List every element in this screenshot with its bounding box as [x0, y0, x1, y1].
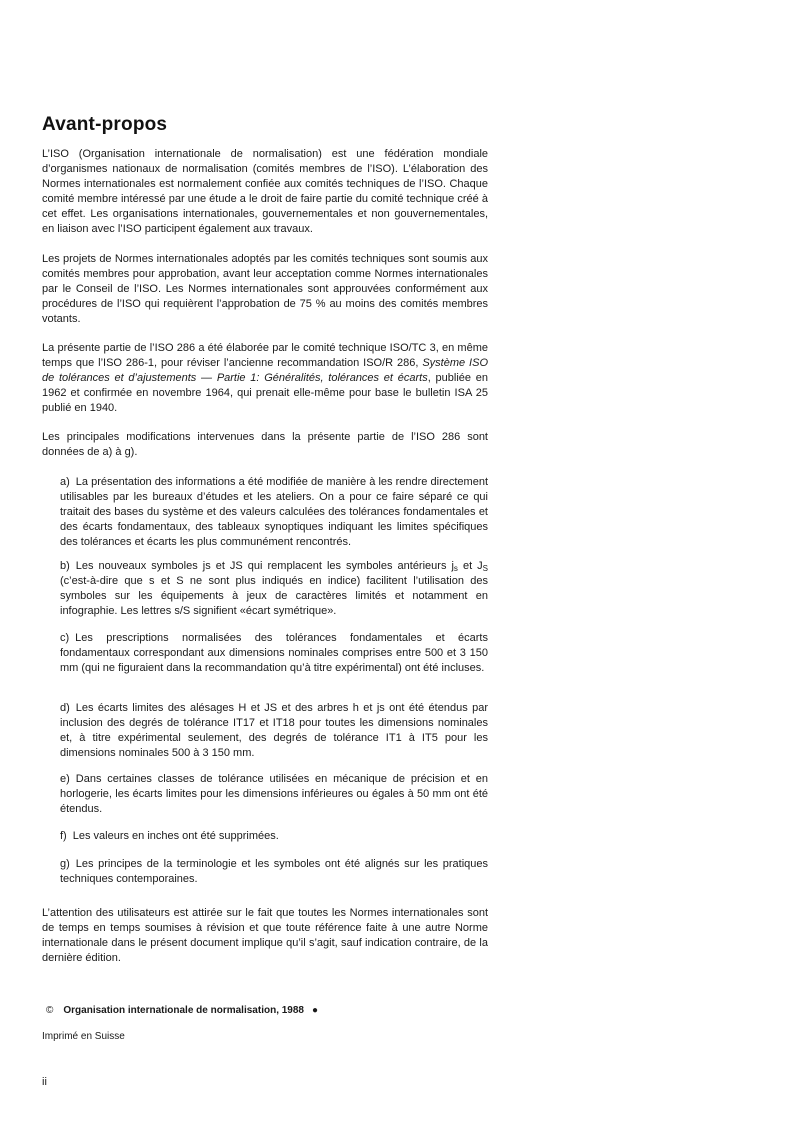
list-item-text: Dans certaines classes de tolérance utilisées en mécanique de précision et en horlogerie, les écarts limites pour les dimensions inférieures ou égales à 50 mm ont été étendus. [60, 773, 488, 816]
list-item-text: Les principes de la terminologie et les symboles ont été alignés sur les pratiques techniques contemporaines. [60, 858, 488, 886]
list-item-label: d) [60, 702, 70, 714]
paragraph-approval: Les projets de Normes internationales adoptés par les comités techniques sont soumis aux comités membres pour approbation, avant leur acceptation comme Normes internationales par le Conseil de l’ISO. Les Normes internationales sont approuvées conformément aux procédures de l’ISO qui requièrent l’approbation de 75 % au moins des comités membres votants. [42, 253, 488, 326]
copyright-line [46, 1005, 318, 1016]
list-item-c [60, 631, 488, 676]
paragraph-modifications-intro: Les principales modifications intervenues dans la présente partie de l’ISO 286 sont données de a) à g). [42, 431, 488, 459]
paragraph-closing: L’attention des utilisateurs est attirée sur le fait que toutes les Normes internationales sont de temps en temps soumises à révision et que toute référence faite à une autre Norme internationale dans le présent document implique qu’il s’agit, sauf indication contraire, de la dernière édition. [42, 907, 488, 965]
list-item-text: Les nouveaux symboles js et JS qui remplacent les symboles antérieurs j [75, 560, 454, 572]
list-item-a [60, 475, 488, 550]
copyright-symbol: © [46, 1005, 54, 1016]
bullet-icon: ● [312, 1005, 319, 1016]
list-item-text: Les valeurs en inches ont été supprimées. [72, 830, 279, 842]
list-item-text: et J [457, 560, 483, 572]
page-number: ii [42, 1076, 47, 1088]
document-page [42, 0, 488, 1121]
paragraph-history [42, 341, 488, 416]
history-title-italic: Système ISO de tolérances et d’ajustements — Partie 1: Généralités, tolérances et écarts [42, 357, 488, 385]
list-item-label: e) [60, 773, 70, 785]
list-item-g [60, 857, 488, 887]
list-item-label: c) [60, 632, 70, 644]
list-item-f [60, 829, 488, 844]
list-item-text: Les écarts limites des alésages H et JS et des arbres h et js ont été étendus par inclusion des degrés de tolérance IT17 et IT18 pour toutes les dimensions nominales et, à titre expérimental seulement, des degrés de tolérance IT1 à IT5 pour les dimensions nominales 500 à 3 150 mm. [60, 702, 488, 760]
paragraph-iso-intro: L’ISO (Organisation internationale de normalisation) est une fédération mondiale d’organismes nationaux de normalisation (comités membres de l’ISO). L’élaboration des Normes internationales est normalement confiée aux comités techniques de l’ISO. Chaque comité membre intéressé par une étude a le droit de faire partie du comité technique créé à cet effet. Les organisations internationales, gouvernementales et non gouvernementales, en liaison avec l’ISO participent également aux travaux. [42, 148, 488, 236]
list-item-text: Les prescriptions normalisées des tolérances fondamentales et écarts fondamentaux correspondant aux dimensions nominales comprises entre 500 et 3 150 mm (qui ne figuraient dans la recommandation qu’à titre expérimental) ont été incluses. [60, 632, 488, 675]
history-text-after: , publiée en 1962 et confirmée en novembre 1964, qui prenait elle-même pour base le bulletin ISA 25 publié en 1940. [42, 372, 488, 415]
list-item-label: g) [60, 858, 70, 870]
list-item-label: b) [60, 560, 70, 572]
list-item-text: La présentation des informations a été modifiée de manière à les rendre directement utilisables par les bureaux d’études et les ateliers. On a pour ce faire séparé ce qui traitait des bases du système et des valeurs calculées des tolérances fondamentales et des écarts fondamentaux, des tableaux synoptiques indiquant les limites spécifiques des tolérances et écarts les plus communément rencontrés. [60, 476, 488, 549]
history-text-before: La présente partie de l’ISO 286 a été élaborée par le comité technique ISO/TC 3, en même temps que l’ISO 286-1, pour réviser l’ancienne recommandation ISO/R 286, [42, 342, 488, 370]
list-item-label: a) [60, 476, 70, 488]
list-item-e [60, 772, 488, 817]
list-item-label: f) [60, 830, 67, 842]
subscript-S: S [482, 564, 488, 573]
subscript-s: s [453, 564, 458, 573]
list-item-b [60, 559, 488, 619]
list-item-text: (c’est-à-dire que s et S ne sont plus indiqués en indice) facilitent l’utilisation des symboles sur les équipements à jeux de caractères limités et notamment en infographie. Les lettres s/S signifient «écart symétrique». [60, 575, 488, 618]
list-item-d [60, 701, 488, 761]
copyright-text: Organisation internationale de normalisation, 1988 [63, 1005, 304, 1016]
page-title: Avant-propos [42, 114, 168, 135]
printed-in-label: Imprimé en Suisse [42, 1031, 125, 1042]
